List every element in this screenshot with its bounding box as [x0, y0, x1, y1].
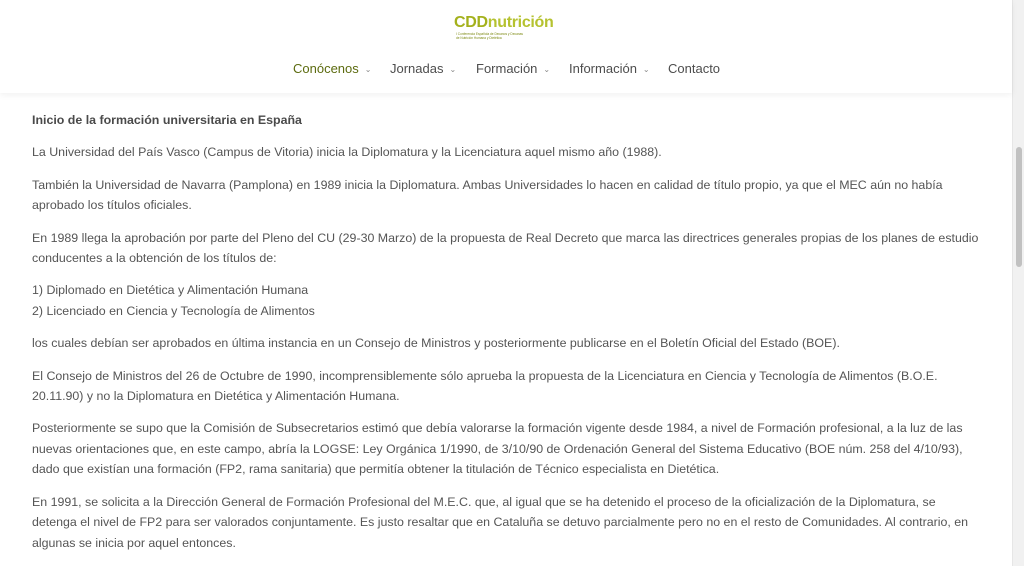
site-logo[interactable] [454, 14, 558, 44]
nav-item-contacto[interactable] [668, 61, 720, 77]
scrollbar-thumb[interactable] [1016, 147, 1022, 267]
page-scrollbar[interactable] [1012, 0, 1024, 566]
logo-cdd: CDD [454, 14, 488, 31]
paragraph: los cuales debían ser aprobados en última instancia en un Consejo de Ministros y posteriormente publicarse en el Boletín Oficial del Estado (BOE). [32, 336, 840, 351]
chevron-down-icon: ⌄ [364, 65, 372, 74]
paragraph: Posteriormente se supo que la Comisión de Subsecretarios estimó que debía valorarse la formación vigente desde 1984, a nivel de Formación profesional, a la luz de las nuevas orientaciones que, en este campo, abría la LOGSE: Ley Orgánica 1/1990, de 3/10/90 de Ordenación General del Sistema Educativo (BOE núm. 258 del 4/10/93), dado que existían una formación (FP2, rama sanitaria) que permitía obtener la titulación de Técnico especialista en Dietética. [32, 421, 963, 477]
main-nav [0, 61, 1012, 79]
paragraph: En 1989 llega la aprobación por parte del Pleno del CU (29-30 Marzo) de la propuesta de Real Decreto que marca las directrices generales propias de los planes de estudio conducentes a la obtención de los títulos de: [32, 230, 979, 266]
chevron-down-icon: ⌄ [642, 65, 650, 74]
chevron-down-icon: ⌄ [449, 65, 457, 74]
logo-wordmark [454, 14, 558, 32]
nav-item-label: Información [569, 61, 637, 76]
list-item: 2) Licenciado en Ciencia y Tecnología de Alimentos [32, 303, 315, 318]
paragraph: La Universidad del País Vasco (Campus de Vitoria) inicia la Diplomatura y la Licenciatura aquel mismo año (1988). [32, 145, 662, 160]
nav-item-conocenos[interactable] [293, 61, 371, 78]
article-heading: Inicio de la formación universitaria en España [32, 113, 302, 127]
nav-item-label: Jornadas [390, 61, 444, 76]
paragraph: El Consejo de Ministros del 26 de Octubre de 1990, incomprensiblemente sólo aprueba la propuesta de la Licenciatura en Ciencia y Tecnología de Alimentos (B.O.E. 20.11.90) y no la Diplomatura en Dietética y Alimentación Humana. [32, 368, 938, 404]
nav-item-label: Conócenos [293, 61, 359, 76]
logo-subtitle-2: de Nutrición Humana y Dietética [456, 36, 502, 40]
nav-item-label: Formación [476, 61, 538, 76]
article-content [32, 110, 980, 565]
nav-item-informacion[interactable] [569, 61, 650, 78]
site-header [0, 0, 1012, 93]
logo-nutricion: nutrición [487, 14, 554, 31]
nav-item-jornadas[interactable] [390, 61, 456, 78]
chevron-down-icon: ⌄ [543, 65, 551, 74]
degree-list [32, 280, 980, 321]
logo-subtitle-1: I Conferencia Española de Decanos y Decanas [456, 32, 523, 36]
list-item: 1) Diplomado en Dietética y Alimentación Humana [32, 283, 309, 298]
paragraph: También la Universidad de Navarra (Pamplona) en 1989 inicia la Diplomatura. Ambas Universidades lo hacen en calidad de título propio, ya que el MEC aún no había aprobado los títulos oficiales. [32, 177, 943, 213]
paragraph: En 1991, se solicita a la Dirección General de Formación Profesional del M.E.C. que, al igual que se ha detenido el proceso de la oficialización de la Diplomatura, se detenga el nivel de FP2 para ser valorados conjuntamente. Es justo resaltar que en Cataluña se detuvo parcialmente pero no en el resto de Comunidades. Al contrario, en algunas se inicia por aquel entonces. [32, 494, 969, 550]
nav-item-formacion[interactable] [476, 61, 550, 78]
nav-item-label: Contacto [668, 61, 721, 76]
